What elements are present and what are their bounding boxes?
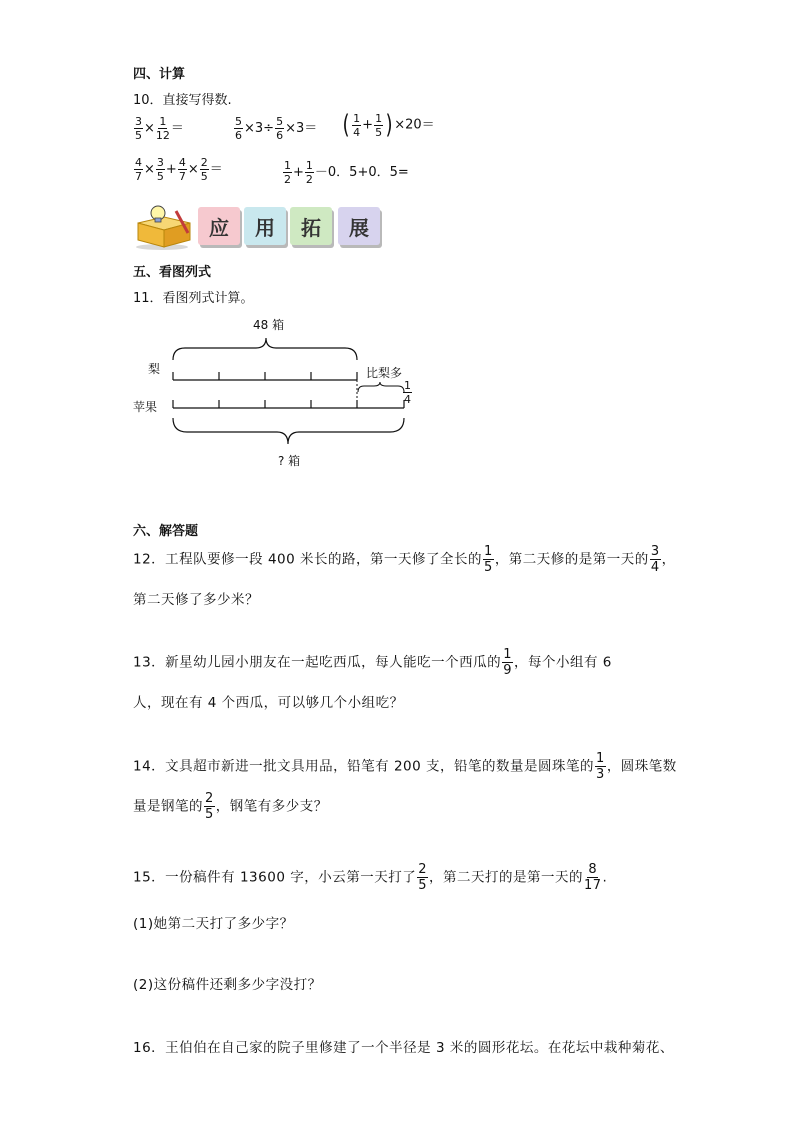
diagram-bottom-label: ? 箱 xyxy=(278,454,301,468)
diagram-pear-label: 梨 xyxy=(148,362,161,376)
diagram-apple-label: 苹果 xyxy=(133,400,158,414)
banner-tile-3: 拓 xyxy=(290,207,332,245)
diagram-top-label: 48 箱 xyxy=(253,318,285,332)
diagram-more-label: 比梨多 $\frac{1}{4}$ xyxy=(366,366,412,406)
section-5-title: 五、看图列式 xyxy=(133,265,212,280)
section-6-title: 六、解答题 xyxy=(133,524,199,539)
question-10-prompt: 10．直接写得数. xyxy=(133,93,232,108)
section-4-title: 四、计算 xyxy=(133,67,186,82)
calc-r2c2: $\frac{1}{2}$ + $\frac{1}{2}$ －0．5+0．5= xyxy=(284,159,409,186)
question-15-line-1: 15．一份稿件有 13600 字，小云第一天打了 $\frac{2}{5}$ ，第二天打的是第一天的 $\frac{8}{17}$ . xyxy=(133,862,608,893)
question-15-sub-2: (2)这份稿件还剩多少字没打？ xyxy=(133,977,322,993)
banner-tile-2: 用 xyxy=(244,207,286,245)
question-12-line-2: 第二天修了多少米？ xyxy=(133,592,259,608)
question-15-sub-1: (1)她第二天打了多少字？ xyxy=(133,916,294,932)
question-11-prompt: 11．看图列式计算。 xyxy=(133,291,254,306)
calc-r1c1: $\frac{3}{5}$ × $\frac{1}{12}$ ＝ xyxy=(135,115,184,142)
banner-tile-1: 应 xyxy=(198,207,240,245)
question-16-line-1: 16．王伯伯在自己家的院子里修建了一个半径是 3 米的圆形花坛。在花坛中栽种菊花、 xyxy=(133,1040,674,1056)
toolbox-lightbulb-icon xyxy=(132,203,194,251)
calc-r2c1: $\frac{4}{7}$ × $\frac{3}{5}$ + $\frac{4}{7}$ × $\frac{2}{5}$ ＝ xyxy=(135,156,223,183)
question-13-line-1: 13．新星幼儿园小朋友在一起吃西瓜，每人能吃一个西瓜的 $\frac{1}{9}$ ，每个小组有 6 xyxy=(133,647,612,678)
banner-tile-4: 展 xyxy=(338,207,380,245)
question-13-line-2: 人，现在有 4 个西瓜，可以够几个小组吃？ xyxy=(133,695,404,711)
question-12-line-1: 12．工程队要修一段 400 米长的路，第一天修了全长的 $\frac{1}{5}$ ，第二天修的是第一天的 $\frac{3}{4}$ ， xyxy=(133,544,676,575)
calc-r1c2: $\frac{5}{6}$ ×3÷ $\frac{5}{6}$ ×3＝ xyxy=(235,115,318,142)
line-segment-diagram xyxy=(130,312,430,472)
question-14-line-1: 14．文具超市新进一批文具用品，铅笔有 200 支，铅笔的数量是圆珠笔的 $\frac{1}{3}$ ，圆珠笔数 xyxy=(133,751,677,782)
calc-r1c3: ( $\frac{1}{4}$ + $\frac{1}{5}$ ) ×20＝ xyxy=(342,110,435,140)
question-14-line-2: 量是钢笔的 $\frac{2}{5}$ ，钢笔有多少支？ xyxy=(133,791,328,822)
